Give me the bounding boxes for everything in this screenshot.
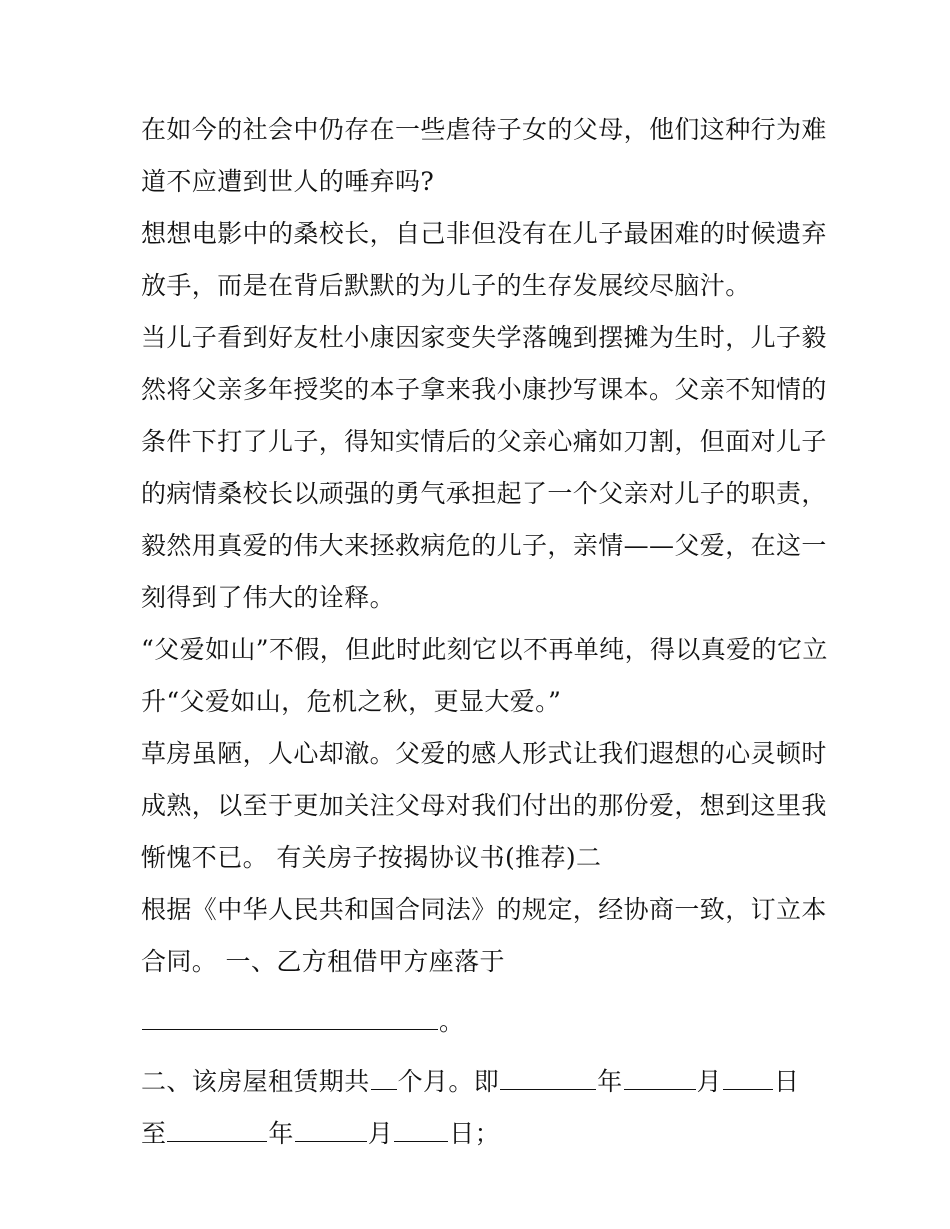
- text-line: 当儿子看到好友杜小康因家变失学落魄到摆摊为生时，儿子毅: [141, 323, 827, 352]
- end-year-blank: [167, 1119, 267, 1142]
- address-line-end: 。: [439, 1007, 465, 1036]
- text-line: 惭愧不已。 有关房子按揭协议书(推荐)二: [141, 843, 602, 872]
- end-month-blank: [295, 1119, 367, 1142]
- months-suffix: 个月。即: [397, 1067, 500, 1096]
- term-prefix: 二、该房屋租赁期共: [141, 1067, 370, 1096]
- text-line: 的病情桑校长以顽强的勇气承担起了一个父亲对儿子的职责，: [141, 479, 827, 508]
- paragraph-fatherly-love: [141, 624, 828, 728]
- end-year-label: 年: [268, 1119, 294, 1148]
- start-day-label: 日: [774, 1067, 800, 1096]
- text-line: 升“父爱如山，危机之秋，更显大爱。”: [141, 687, 562, 716]
- text-line: 成熟，以至于更加关注父母对我们付出的那份爱，想到这里我: [141, 791, 827, 820]
- text-line: 道不应遭到世人的唾弃吗?: [141, 167, 435, 196]
- term-line: [141, 1056, 821, 1108]
- document-page: [141, 104, 828, 1160]
- start-day-blank: [723, 1067, 773, 1090]
- paragraph-principal: [141, 208, 827, 312]
- address-blank: [142, 1007, 438, 1030]
- to-prefix: 至: [141, 1119, 167, 1148]
- text-line: 根据《中华人民共和国合同法》的规定，经协商一致，订立本: [141, 895, 827, 924]
- end-month-label: 月: [367, 1119, 394, 1148]
- paragraph-conclusion: [141, 728, 827, 884]
- text-line: 放手，而是在背后默默的为儿子的生存发展绞尽脑汁。: [141, 271, 751, 300]
- text-line: 草房虽陋，人心却澈。父爱的感人形式让我们遐想的心灵顿时: [141, 739, 827, 768]
- start-year-blank: [500, 1067, 596, 1090]
- text-line: 毅然用真爱的伟大来拯救病危的儿子，亲情——父爱，在这一: [141, 531, 827, 560]
- text-line: 在如今的社会中仍存在一些虐待子女的父母，他们这种行为难: [141, 115, 827, 144]
- address-fill-line: [141, 996, 821, 1048]
- term-end-line: [141, 1108, 821, 1160]
- end-day-label: 日；: [449, 1119, 501, 1148]
- start-month-label: 月: [696, 1067, 723, 1096]
- paragraph-contract-intro: [141, 884, 827, 988]
- text-line: 合同。 一、乙方租借甲方座落于: [141, 947, 505, 976]
- months-blank: [371, 1067, 397, 1090]
- text-line: “父爱如山”不假，但此时此刻它以不再单纯，得以真爱的它立: [141, 635, 828, 664]
- start-year-label: 年: [597, 1067, 623, 1096]
- paragraph-abuse: [141, 104, 827, 208]
- paragraph-story: [141, 312, 827, 624]
- text-line: 刻得到了伟大的诠释。: [141, 583, 396, 612]
- text-line: 然将父亲多年授奖的本子拿来我小康抄写课本。父亲不知情的: [141, 375, 827, 404]
- start-month-blank: [624, 1067, 696, 1090]
- text-line: 想想电影中的桑校长，自己非但没有在儿子最困难的时候遗弃: [141, 219, 827, 248]
- end-day-blank: [394, 1119, 448, 1142]
- text-line: 条件下打了儿子，得知实情后的父亲心痛如刀割，但面对儿子: [141, 427, 827, 456]
